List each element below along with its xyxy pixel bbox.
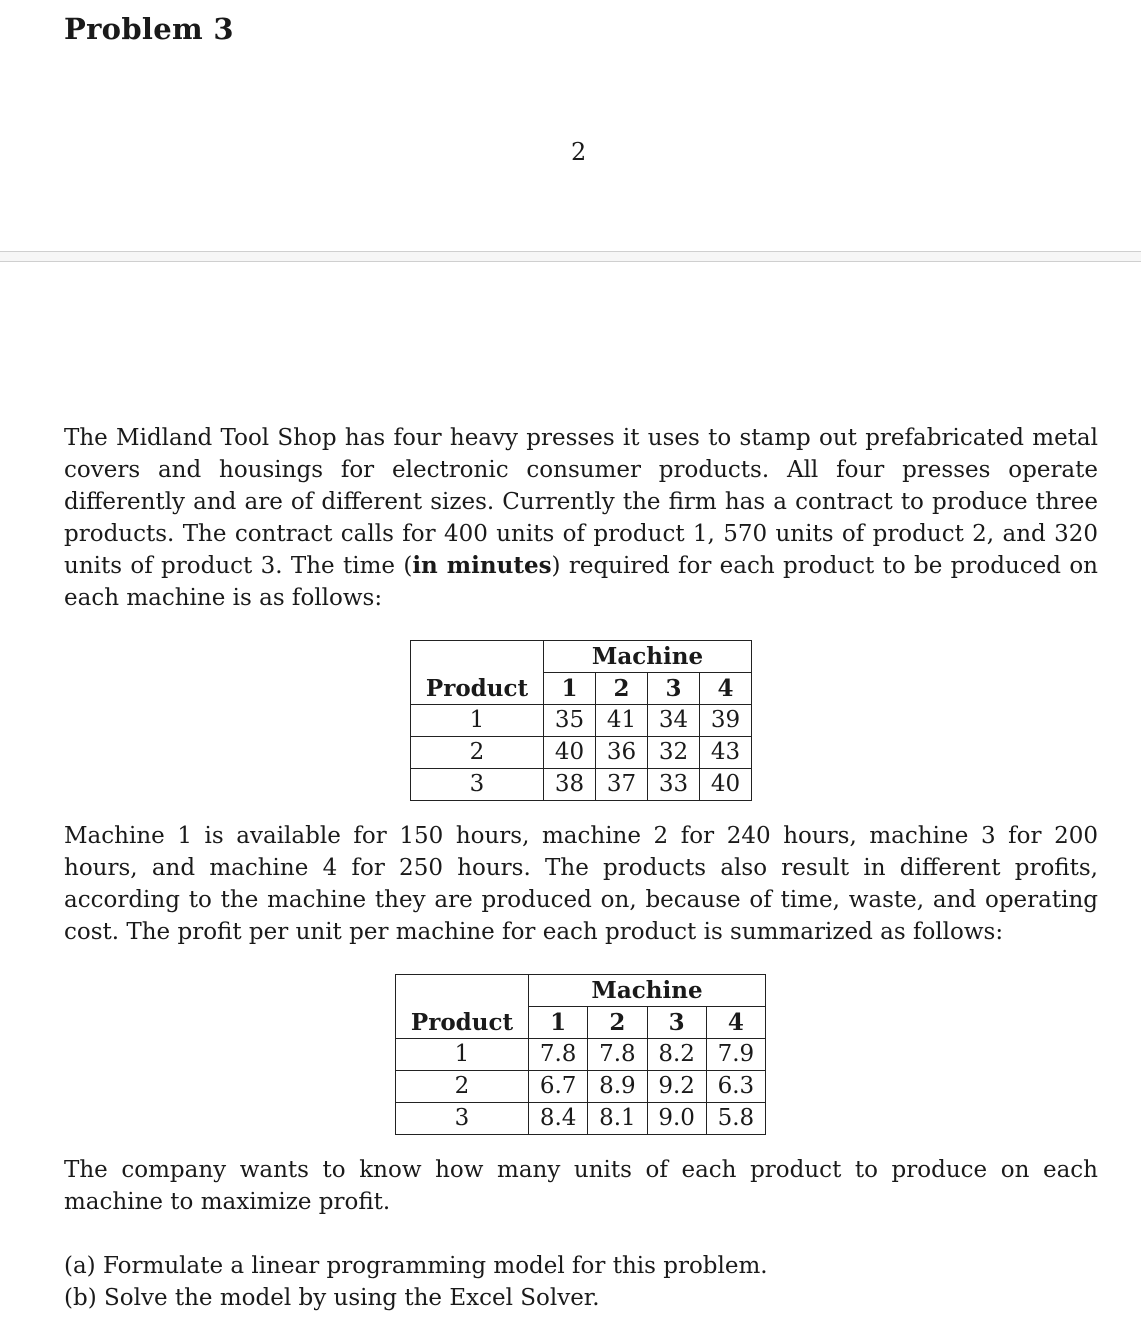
page-break-divider: [0, 251, 1141, 262]
table-row: [411, 769, 752, 801]
table-cell: 8.2: [647, 1039, 706, 1071]
table-row: [396, 1071, 766, 1103]
table-cell: 39: [700, 705, 752, 737]
part-marker: (a): [64, 1253, 96, 1279]
intro-text-start: The Midland Tool Shop has four heavy presses it uses to stamp out prefabricated metal covers and housings for electronic consumer products. All four presses operate differently and are of different sizes. Currently the firm has a contract to produce three products. The contract calls for 400 units of product 1, 570 units of product 2, and 320 units of product 3. The time (: [64, 425, 1098, 579]
goal-paragraph: The company wants to know how many units of each product to produce on each machine to maximize profit.: [64, 1157, 1098, 1215]
part-text: Formulate a linear programming model for this problem.: [102, 1253, 768, 1279]
intro-text-end: ) required for each product to be produced on each machine is as follows:: [64, 553, 1098, 611]
table-row: [396, 1039, 766, 1071]
intro-bold-units: in minutes: [412, 552, 552, 579]
table-cell: 6.3: [706, 1071, 765, 1103]
product-header: Product: [411, 673, 544, 705]
machine-number: 1: [544, 673, 596, 705]
machine-number: 3: [647, 1007, 706, 1039]
machine-number: 2: [596, 673, 648, 705]
table-cell: 7.9: [706, 1039, 765, 1071]
table-cell: 40: [700, 769, 752, 801]
table-row: [411, 705, 752, 737]
table-cell: 40: [544, 737, 596, 769]
machine-number: 4: [706, 1007, 765, 1039]
table-cell: 6.7: [529, 1071, 588, 1103]
table-row: [411, 737, 752, 769]
table-cell: 41: [596, 705, 648, 737]
product-label: 2: [411, 737, 544, 769]
table-cell: 37: [596, 769, 648, 801]
machine-number: 1: [529, 1007, 588, 1039]
table-cell: 8.9: [588, 1071, 647, 1103]
table-cell: 5.8: [706, 1103, 765, 1135]
table-cell: 35: [544, 705, 596, 737]
table-cell: 9.0: [647, 1103, 706, 1135]
profit-table: [395, 974, 766, 1135]
part-text: Solve the model by using the Excel Solver.: [103, 1285, 600, 1311]
page-number: 2: [571, 138, 587, 166]
task-list: [64, 1250, 768, 1314]
machine-number: 4: [700, 673, 752, 705]
product-label: 1: [411, 705, 544, 737]
product-label: 2: [396, 1071, 529, 1103]
table-cell: 36: [596, 737, 648, 769]
table-corner-cell: [411, 641, 544, 673]
product-header: Product: [396, 1007, 529, 1039]
time-table: [410, 640, 752, 801]
availability-paragraph: Machine 1 is available for 150 hours, machine 2 for 240 hours, machine 3 for 200 hours, and machine 4 for 250 hours. The products also result in different profits, according to the machine they are produced on, because of time, waste, and operating cost. The profit per unit per machine for each product is summarized as follows:: [64, 823, 1098, 945]
table-cell: 8.4: [529, 1103, 588, 1135]
table-cell: 8.1: [588, 1103, 647, 1135]
product-label: 1: [396, 1039, 529, 1071]
table-cell: 7.8: [588, 1039, 647, 1071]
table-cell: 38: [544, 769, 596, 801]
list-item: [64, 1282, 768, 1314]
problem-title: Problem 3: [64, 12, 234, 46]
table-corner-cell: [396, 975, 529, 1007]
machine-header: Machine: [529, 975, 766, 1007]
list-item: [64, 1250, 768, 1282]
table-cell: 32: [648, 737, 700, 769]
table-cell: 34: [648, 705, 700, 737]
table-cell: 43: [700, 737, 752, 769]
part-marker: (b): [64, 1285, 97, 1311]
machine-header: Machine: [544, 641, 752, 673]
intro-paragraph: [64, 422, 1098, 614]
table-cell: 7.8: [529, 1039, 588, 1071]
table-cell: 33: [648, 769, 700, 801]
machine-number: 3: [648, 673, 700, 705]
machine-number: 2: [588, 1007, 647, 1039]
product-label: 3: [411, 769, 544, 801]
table-row: [396, 1103, 766, 1135]
product-label: 3: [396, 1103, 529, 1135]
table-cell: 9.2: [647, 1071, 706, 1103]
